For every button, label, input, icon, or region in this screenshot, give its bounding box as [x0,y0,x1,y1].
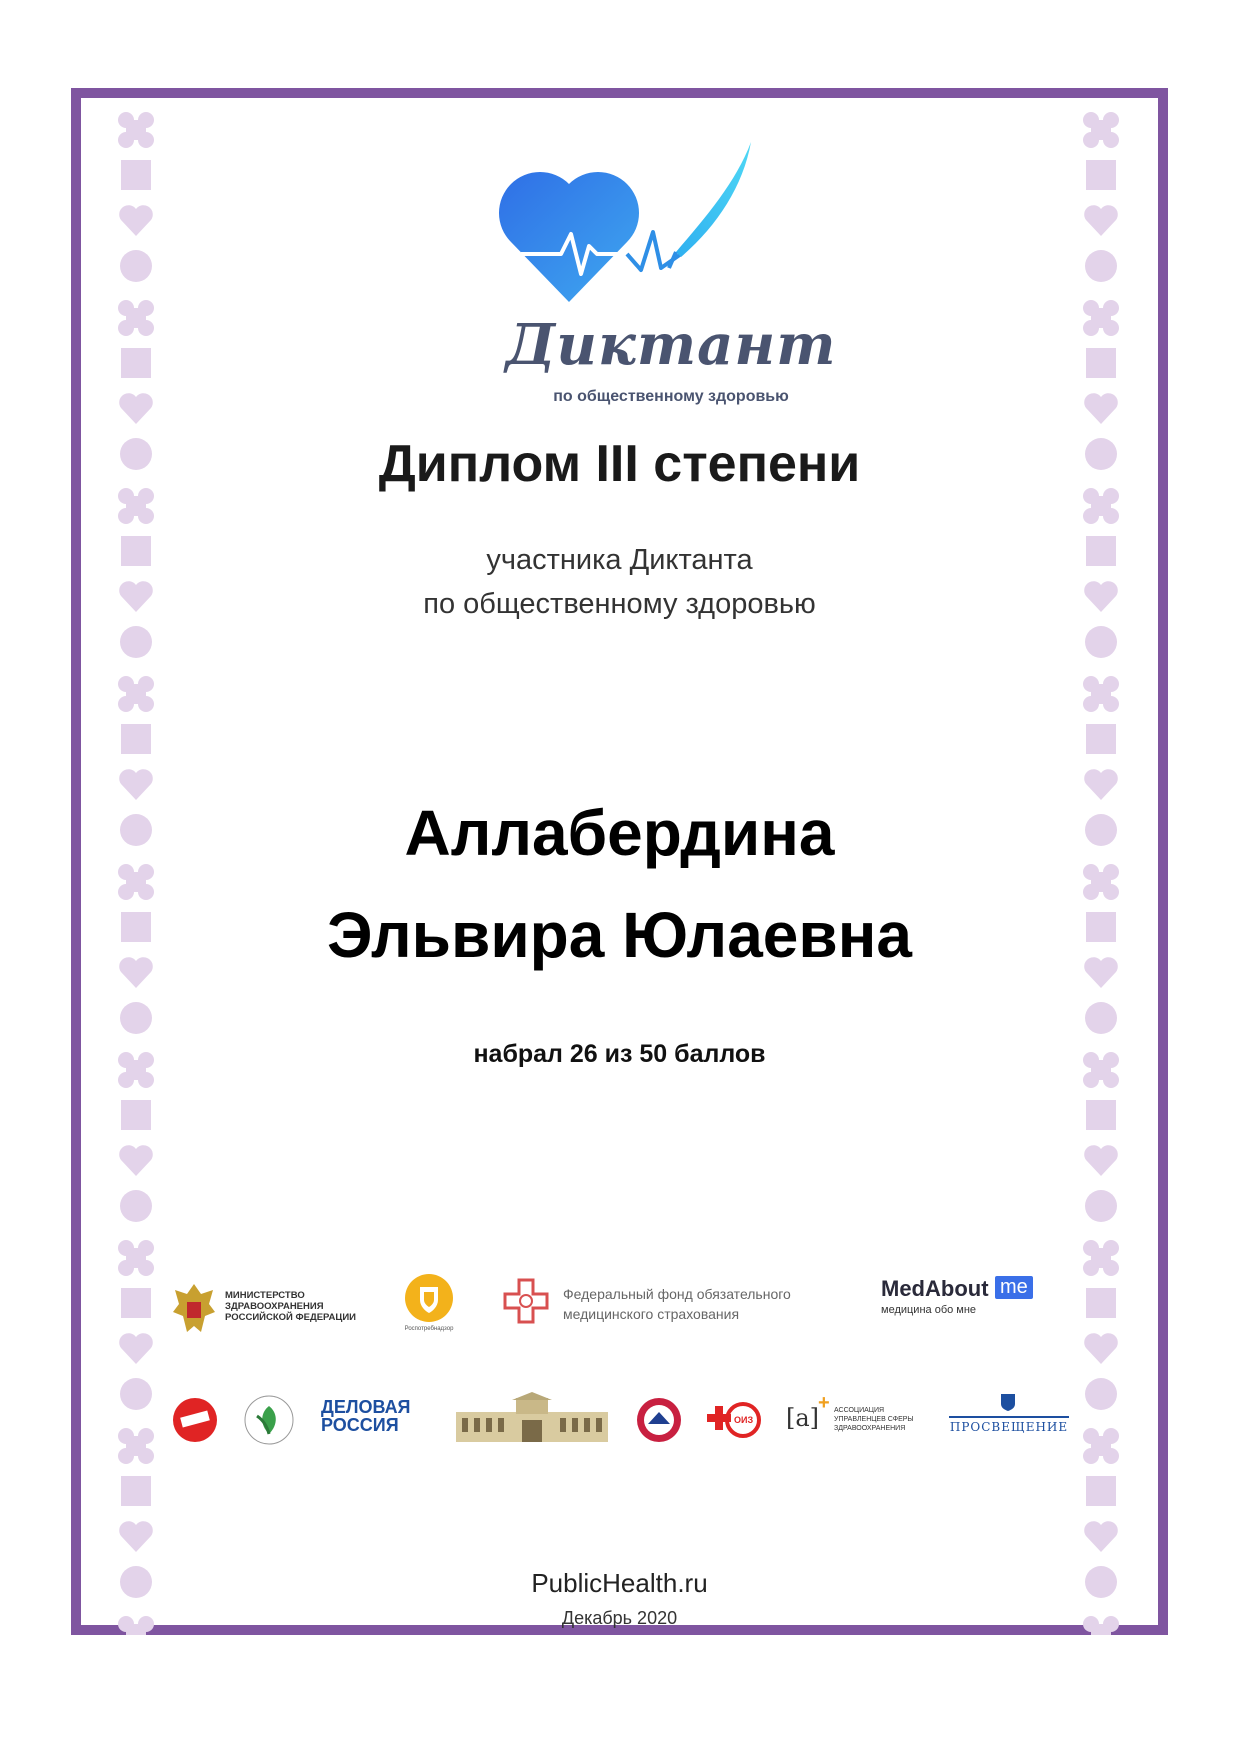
decorative-border-left [113,110,159,1635]
ffoms-line2: медицинского страхования [563,1306,740,1322]
minzdrav-line1: МИНИСТЕРСТВО [225,1290,305,1301]
association-round-emblem-icon [635,1396,683,1444]
diploma-frame [71,88,1168,1635]
diploma-title: Диплом III степени [378,435,861,493]
delovaya-line1: ДЕЛОВАЯ [321,1397,411,1417]
minzdrav-line2: ЗДРАВООХРАНЕНИЯ [225,1301,324,1312]
ffoms-line1: Федеральный фонд обязательного [563,1286,791,1302]
prosveshchenie-rule [949,1416,1069,1418]
association-line1: АССОЦИАЦИЯ [834,1407,885,1414]
green-leaf-logo-icon [243,1394,295,1446]
university-building-icon [456,1392,608,1446]
logo-subtitle: по общественному здоровью [553,388,789,405]
decorative-border-right [1078,110,1124,1635]
diploma-subtitle-line1: участника Диктанта [486,544,753,576]
partner-medabout [881,1276,1081,1332]
partner-association [786,1392,936,1448]
score-text: набрал 26 из 50 баллов [473,1040,766,1068]
prosveshchenie-emblem-icon [999,1392,1017,1412]
medabout-tagline: медицина обо мне [881,1304,977,1316]
oiz-cross-icon [701,1394,763,1446]
double-eagle-emblem-icon [171,1280,217,1336]
association-mark: [a] [786,1404,820,1432]
recipient-surname: Аллабердина [404,797,835,869]
partner-minzdrav [171,1280,361,1336]
partner-logos-row-2 [171,1388,1071,1458]
oiz-label: ОИЗ [734,1415,754,1425]
footer-site: PublicHealth.ru [531,1568,708,1598]
footer-date: Декабрь 2020 [561,1608,678,1628]
minzdrav-line3: РОССИЙСКОЙ ФЕДЕРАЦИИ [225,1312,357,1323]
dictant-logo [481,142,861,442]
medical-cross-icon [501,1276,551,1326]
pattern-right [1078,110,1124,1635]
partner-ffoms [501,1276,841,1332]
medabout-badge: me [995,1276,1033,1299]
rospotrebnadzor-label: Роспотребнадзор [404,1326,454,1332]
prosveshchenie-label: ПРОСВЕЩЕНИЕ [949,1420,1069,1434]
partner-delovaya-rossiya [321,1398,431,1448]
pattern-left [113,110,159,1635]
heart-pulse-quill-icon [481,142,861,312]
partner-rospotrebnadzor [401,1274,471,1344]
diploma-subtitle-line2: по общественному здоровью [423,588,816,620]
delovaya-line2: РОССИЯ [321,1415,399,1435]
partner-prosveshchenie [949,1392,1069,1442]
partner-oiz [701,1394,763,1446]
association-line3: ЗДРАВООХРАНЕНИЯ [834,1425,906,1432]
logo-title: Диктант [505,312,837,378]
shield-emblem-icon [401,1274,457,1324]
red-round-logo-icon [171,1396,219,1444]
association-line2: УПРАВЛЕНЦЕВ СФЕРЫ [834,1416,914,1423]
partner-logos-row-1 [171,1266,1071,1346]
medabout-name: MedAbout [881,1276,989,1301]
plus-icon: + [818,1392,830,1414]
recipient-given-names: Эльвира Юлаевна [327,899,912,971]
